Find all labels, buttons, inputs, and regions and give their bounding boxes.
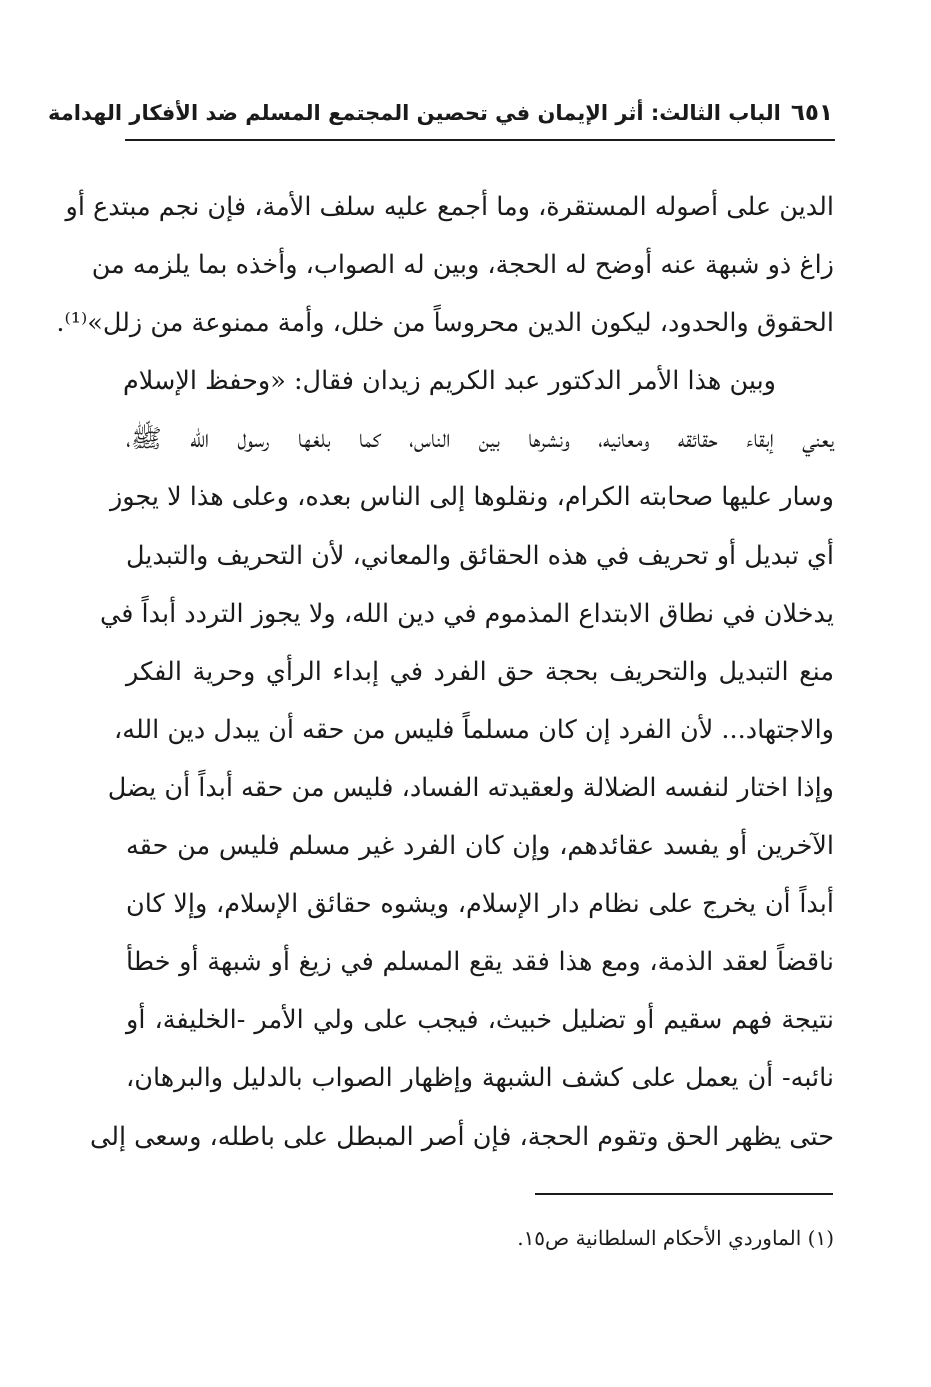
text-line: يدخلان في نطاق الابتداع المذموم في دين الله، ولا يجوز التردد أبداً في: [99, 598, 834, 629]
body-text: [56, 178, 834, 1166]
text-line: أي تبديل أو تحريف في هذه الحقائق والمعاني، لأن التحريف والتبديل: [126, 540, 834, 571]
chapter-title: الباب الثالث: أثر الإيمان في تحصين المجتمع المسلم ضد الأفكار الهدامة: [48, 101, 781, 125]
text-line: يعني إبقاء حقائقه ومعانيه، ونشرها بين الناس، كما بلغها رسول الله ﷺ،: [126, 424, 834, 455]
text-line: نتيجة فهم سقيم أو تضليل خبيث، فيجب على ولي الأمر -الخليفة، أو: [126, 1005, 834, 1036]
footnote-divider: [535, 1193, 833, 1195]
text-line: أبداً أن يخرج على نظام دار الإسلام، ويشوه حقائق الإسلام، وإلا كان: [126, 889, 834, 920]
text-line: منع التبديل والتحريف بحجة حق الفرد في إبداء الرأي وحرية الفكر: [126, 656, 834, 687]
text-line: وبين هذا الأمر الدكتور عبد الكريم زيدان فقال: «وحفظ الإسلام: [122, 366, 776, 397]
running-header: [48, 92, 833, 134]
text-line: والاجتهاد... لأن الفرد إن كان مسلماً فليس من حقه أن يبدل دين الله،: [114, 714, 834, 745]
text-line: زاغ ذو شبهة عنه أوضح له الحجة، وبين له الصواب، وأخذه بما يلزمه من: [91, 250, 834, 281]
text-line: وسار عليها صحابته الكرام، ونقلوها إلى الناس بعده، وعلى هذا لا يجوز: [109, 482, 834, 513]
text-line: نائبه- أن يعمل على كشف الشبهة وإظهار الصواب بالدليل والبرهان،: [126, 1063, 834, 1094]
text-line: ناقضاً لعقد الذمة، ومع هذا فقد يقع المسلم في زيغ أو شبهة أو خطأ: [126, 947, 834, 978]
text-line: وإذا اختار لنفسه الضلالة ولعقيدته الفساد، فليس من حقه أبداً أن يضل: [107, 772, 834, 803]
text-line: الحقوق والحدود، ليكون الدين محروساً من خلل، وأمة ممنوعة من زلل»⁽¹⁾.: [56, 308, 834, 339]
footnote: (١) الماوردي الأحكام السلطانية ص١٥.: [517, 1226, 834, 1250]
page-number: ٦٥١: [790, 100, 833, 126]
text-line: الآخرين أو يفسد عقائدهم، وإن كان الفرد غير مسلم فليس من حقه: [126, 831, 834, 862]
text-line: الدين على أصوله المستقرة، وما أجمع عليه سلف الأمة، فإن نجم مبتدع أو: [65, 192, 834, 222]
text-line: حتى يظهر الحق وتقوم الحجة، فإن أصر المبطل على باطله، وسعى إلى: [89, 1121, 834, 1152]
header-divider: [125, 139, 835, 141]
